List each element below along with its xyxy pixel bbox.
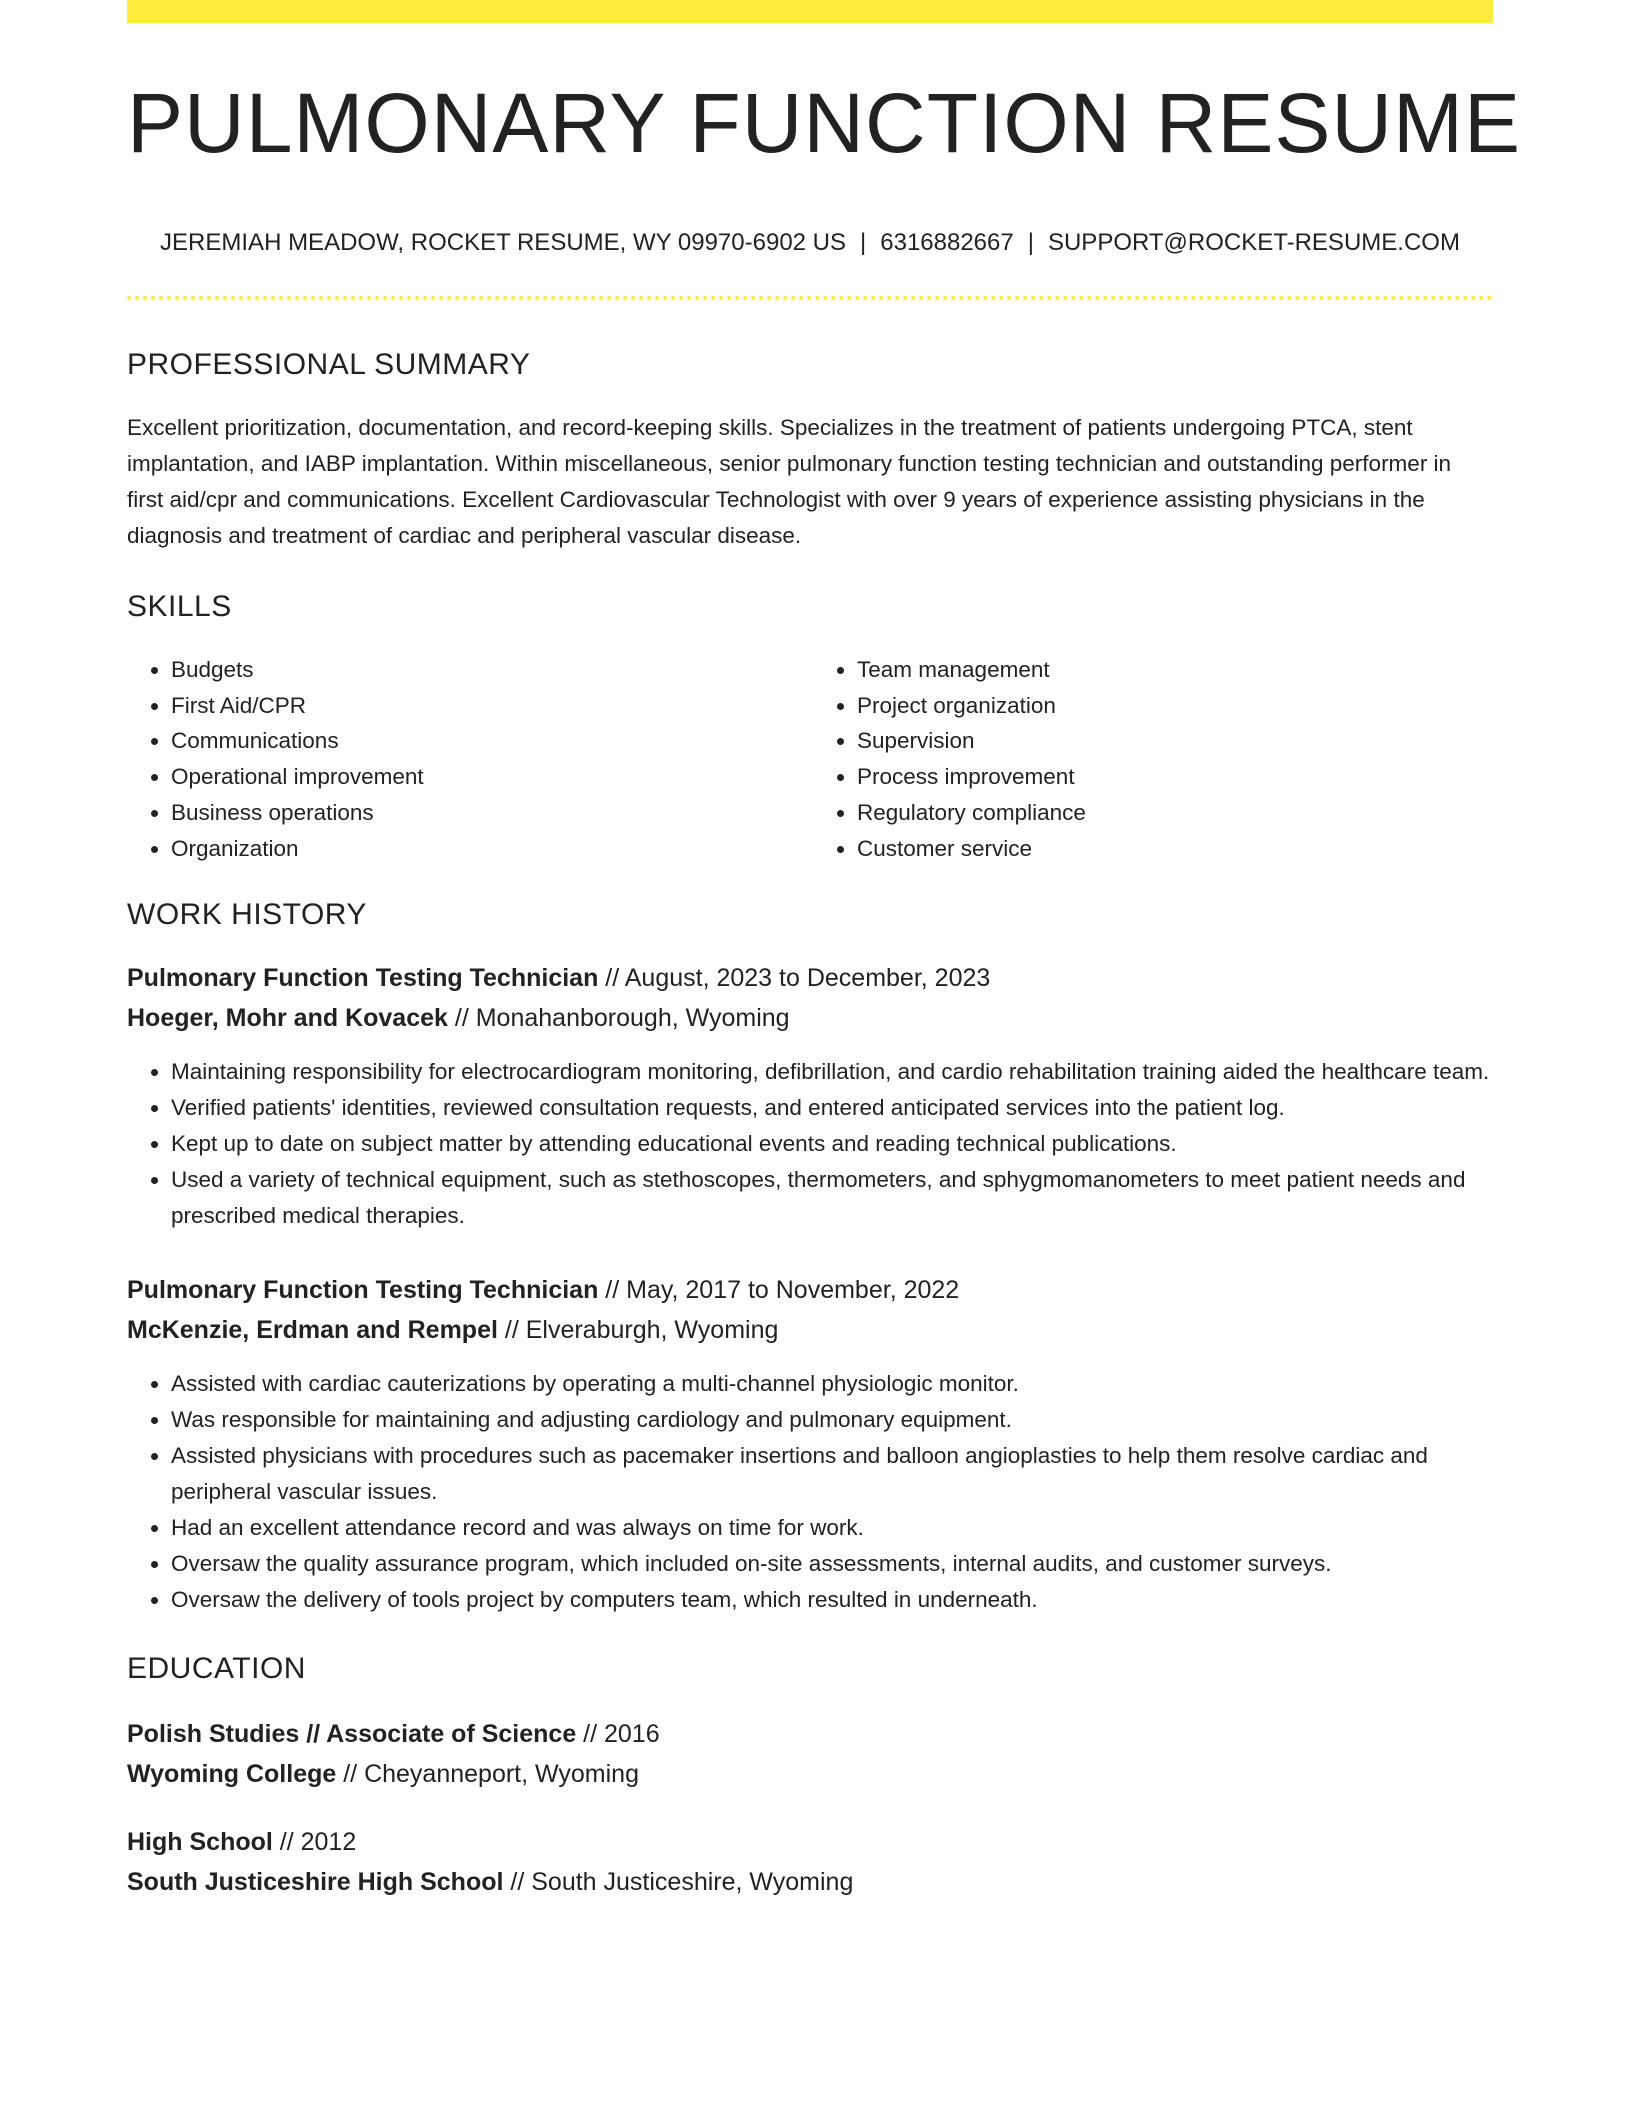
job-company: McKenzie, Erdman and Rempel — [127, 1316, 498, 1345]
skill-item: • Customer service — [857, 831, 1493, 867]
skill-item: • Organization — [171, 831, 810, 867]
skills-heading: SKILLS — [127, 590, 232, 623]
education-entry — [127, 1822, 1493, 1902]
job-bullets — [127, 1054, 1493, 1234]
education-school-line — [127, 1862, 1493, 1902]
education-year: // 2012 — [272, 1828, 357, 1857]
skills-right-list — [810, 652, 1493, 866]
job-bullet: • Assisted physicians with procedures such as pacemaker insertions and balloon angioplasties to help them resolve cardiac and peripheral vascular issues. — [171, 1438, 1493, 1510]
job-bullet: • Kept up to date on subject matter by attending educational events and reading technical publications. — [171, 1126, 1493, 1162]
skill-item: • First Aid/CPR — [171, 688, 810, 724]
job-entry — [127, 1270, 1493, 1618]
contact-line — [127, 231, 1493, 255]
skill-item: • Team management — [857, 652, 1493, 688]
education-school: Wyoming College — [127, 1760, 337, 1789]
job-bullet: • Used a variety of technical equipment, such as stethoscopes, thermometers, and sphygmomanometers to meet patient needs and prescribed medical therapies. — [171, 1162, 1493, 1234]
contact-address: JEREMIAH MEADOW, ROCKET RESUME, WY 09970-6902 US — [160, 229, 847, 256]
education-school: South Justiceshire High School — [127, 1868, 504, 1897]
education-degree-line — [127, 1822, 1493, 1862]
job-bullet: • Oversaw the quality assurance program, which included on-site assessments, internal audits, and customer surveys. — [171, 1546, 1493, 1582]
job-company-line — [127, 998, 1493, 1038]
skill-item: • Business operations — [171, 795, 810, 831]
job-company-line — [127, 1310, 1493, 1350]
contact-email: SUPPORT@ROCKET-RESUME.COM — [1047, 229, 1460, 256]
job-bullet: • Maintaining responsibility for electrocardiogram monitoring, defibrillation, and cardio rehabilitation training aided the healthcare team. — [171, 1054, 1493, 1090]
skills-left-list — [127, 652, 810, 866]
education-degree: Polish Studies // Associate of Science — [127, 1720, 577, 1749]
skill-item: • Project organization — [857, 688, 1493, 724]
accent-top-bar — [127, 0, 1493, 23]
summary-text: Excellent prioritization, documentation, and record-keeping skills. Specializes in the treatment of patients undergoing PTCA, stent implantation, and IABP implantation. Within miscellaneous, senior pulmonary function testing technician and outstanding performer in first aid/cpr and communications. Excellent Cardiovascular Technologist with over 9 years of experience assisting physicians in the diagnosis and treatment of cardiac and peripheral vascular disease. — [127, 415, 1452, 548]
job-bullet: • Verified patients' identities, reviewed consultation requests, and entered anticipated services into the patient log. — [171, 1090, 1493, 1126]
job-dates: // May, 2017 to November, 2022 — [598, 1276, 960, 1305]
dotted-divider — [127, 296, 1493, 300]
skill-item: • Budgets — [171, 652, 810, 688]
summary-heading: PROFESSIONAL SUMMARY — [127, 348, 531, 381]
contact-separator: | — [860, 229, 867, 256]
job-location: // Elveraburgh, Wyoming — [497, 1316, 779, 1345]
education-entry — [127, 1714, 1493, 1794]
work-history-heading: WORK HISTORY — [127, 898, 367, 932]
resume-page — [127, 0, 1522, 1902]
contact-phone: 6316882667 — [880, 229, 1014, 256]
job-title-line — [127, 1270, 1493, 1310]
skill-item: • Supervision — [857, 723, 1493, 759]
resume-title: PULMONARY FUNCTION RESUME — [127, 76, 1522, 170]
education-degree-line — [127, 1714, 1493, 1754]
skill-item: • Regulatory compliance — [857, 795, 1493, 831]
education-heading: EDUCATION — [127, 1652, 306, 1686]
job-title: Pulmonary Function Testing Technician — [127, 1276, 599, 1305]
job-title-line — [127, 958, 1493, 998]
job-location: // Monahanborough, Wyoming — [447, 1004, 790, 1033]
education-year: // 2016 — [576, 1720, 660, 1749]
skill-item: • Operational improvement — [171, 759, 810, 795]
skill-item: • Communications — [171, 723, 810, 759]
education-location: // South Justiceshire, Wyoming — [503, 1868, 854, 1897]
education-degree: High School — [127, 1828, 273, 1857]
education-location: // Cheyanneport, Wyoming — [336, 1760, 639, 1789]
education-school-line — [127, 1754, 1493, 1794]
job-bullets — [127, 1366, 1493, 1618]
skills-columns — [127, 652, 1493, 866]
job-company: Hoeger, Mohr and Kovacek — [127, 1004, 448, 1033]
job-entry — [127, 958, 1493, 1234]
job-title: Pulmonary Function Testing Technician — [127, 964, 599, 993]
skill-item: • Process improvement — [857, 759, 1493, 795]
job-bullet: • Assisted with cardiac cauterizations by operating a multi-channel physiologic monitor. — [171, 1366, 1493, 1402]
contact-separator: | — [1027, 229, 1034, 256]
job-bullet: • Had an excellent attendance record and was always on time for work. — [171, 1510, 1493, 1546]
job-dates: // August, 2023 to December, 2023 — [598, 964, 991, 993]
job-bullet: • Was responsible for maintaining and adjusting cardiology and pulmonary equipment. — [171, 1402, 1493, 1438]
job-bullet: • Oversaw the delivery of tools project by computers team, which resulted in underneath. — [171, 1582, 1493, 1618]
